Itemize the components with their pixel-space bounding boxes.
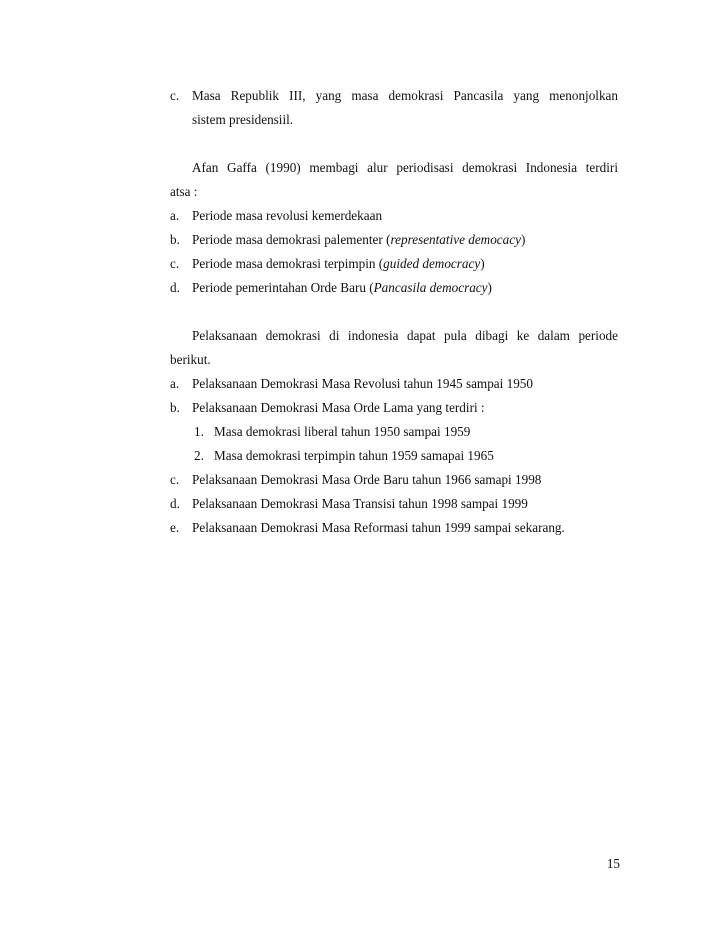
list-item <box>170 84 618 108</box>
paragraph-line <box>170 324 618 348</box>
list-item-text: Periode masa demokrasi terpimpin (guided democracy) <box>192 256 485 271</box>
page-number: 15 <box>606 856 620 871</box>
list-item-text: Masa Republik III, yang masa demokrasi Pancasila yang menonjolkan <box>192 88 618 103</box>
list-item <box>170 372 618 396</box>
paragraph-text: Pelaksanaan demokrasi di indonesia dapat pula dibagi ke dalam periode <box>192 328 618 343</box>
list-item-text: Periode masa demokrasi palementer (representative democacy) <box>192 232 526 247</box>
list-item-text: Periode pemerintahan Orde Baru (Pancasila democracy) <box>192 280 492 295</box>
sublist-item <box>170 420 618 444</box>
list-item <box>170 492 618 516</box>
list-item-continuation <box>170 108 618 132</box>
list-marker: b. <box>170 400 180 415</box>
list-item-text: Pelaksanaan Demokrasi Masa Revolusi tahun 1945 sampai 1950 <box>192 376 533 391</box>
list-marker: c. <box>170 472 180 487</box>
sublist-item <box>170 444 618 468</box>
paragraph-line <box>170 348 618 372</box>
paragraph-text: Afan Gaffa (1990) membagi alur periodisasi demokrasi Indonesia terdiri <box>192 160 618 175</box>
list-marker: a. <box>170 208 180 223</box>
sublist-item-text: Masa demokrasi liberal tahun 1950 sampai 1959 <box>214 424 471 439</box>
list-marker: c. <box>170 256 180 271</box>
list-item <box>170 468 618 492</box>
list-item <box>170 252 618 276</box>
list-marker: b. <box>170 232 180 247</box>
list-marker: d. <box>170 496 180 511</box>
page-content <box>170 84 618 540</box>
list-item <box>170 396 618 420</box>
list-item-text: Pelaksanaan Demokrasi Masa Orde Lama yang terdiri : <box>192 400 485 415</box>
list-marker: e. <box>170 520 180 535</box>
list-marker: c. <box>170 88 180 103</box>
list-item-text: Periode masa revolusi kemerdekaan <box>192 208 383 223</box>
list-item-text: sistem presidensiil. <box>192 112 294 127</box>
list-item-text: Pelaksanaan Demokrasi Masa Orde Baru tahun 1966 samapi 1998 <box>192 472 542 487</box>
list-marker: a. <box>170 376 180 391</box>
list-item <box>170 516 618 540</box>
list-item <box>170 228 618 252</box>
paragraph-text: atsa : <box>170 184 198 199</box>
sublist-marker: 1. <box>194 424 204 439</box>
paragraph-line <box>170 180 618 204</box>
paragraph-line <box>170 156 618 180</box>
list-item <box>170 204 618 228</box>
paragraph-text: berikut. <box>170 352 211 367</box>
list-item-text: Pelaksanaan Demokrasi Masa Transisi tahun 1998 sampai 1999 <box>192 496 528 511</box>
list-item-text: Pelaksanaan Demokrasi Masa Reformasi tahun 1999 sampai sekarang. <box>192 520 565 535</box>
sublist-item-text: Masa demokrasi terpimpin tahun 1959 samapai 1965 <box>214 448 494 463</box>
list-item <box>170 276 618 300</box>
list-marker: d. <box>170 280 180 295</box>
sublist-marker: 2. <box>194 448 204 463</box>
